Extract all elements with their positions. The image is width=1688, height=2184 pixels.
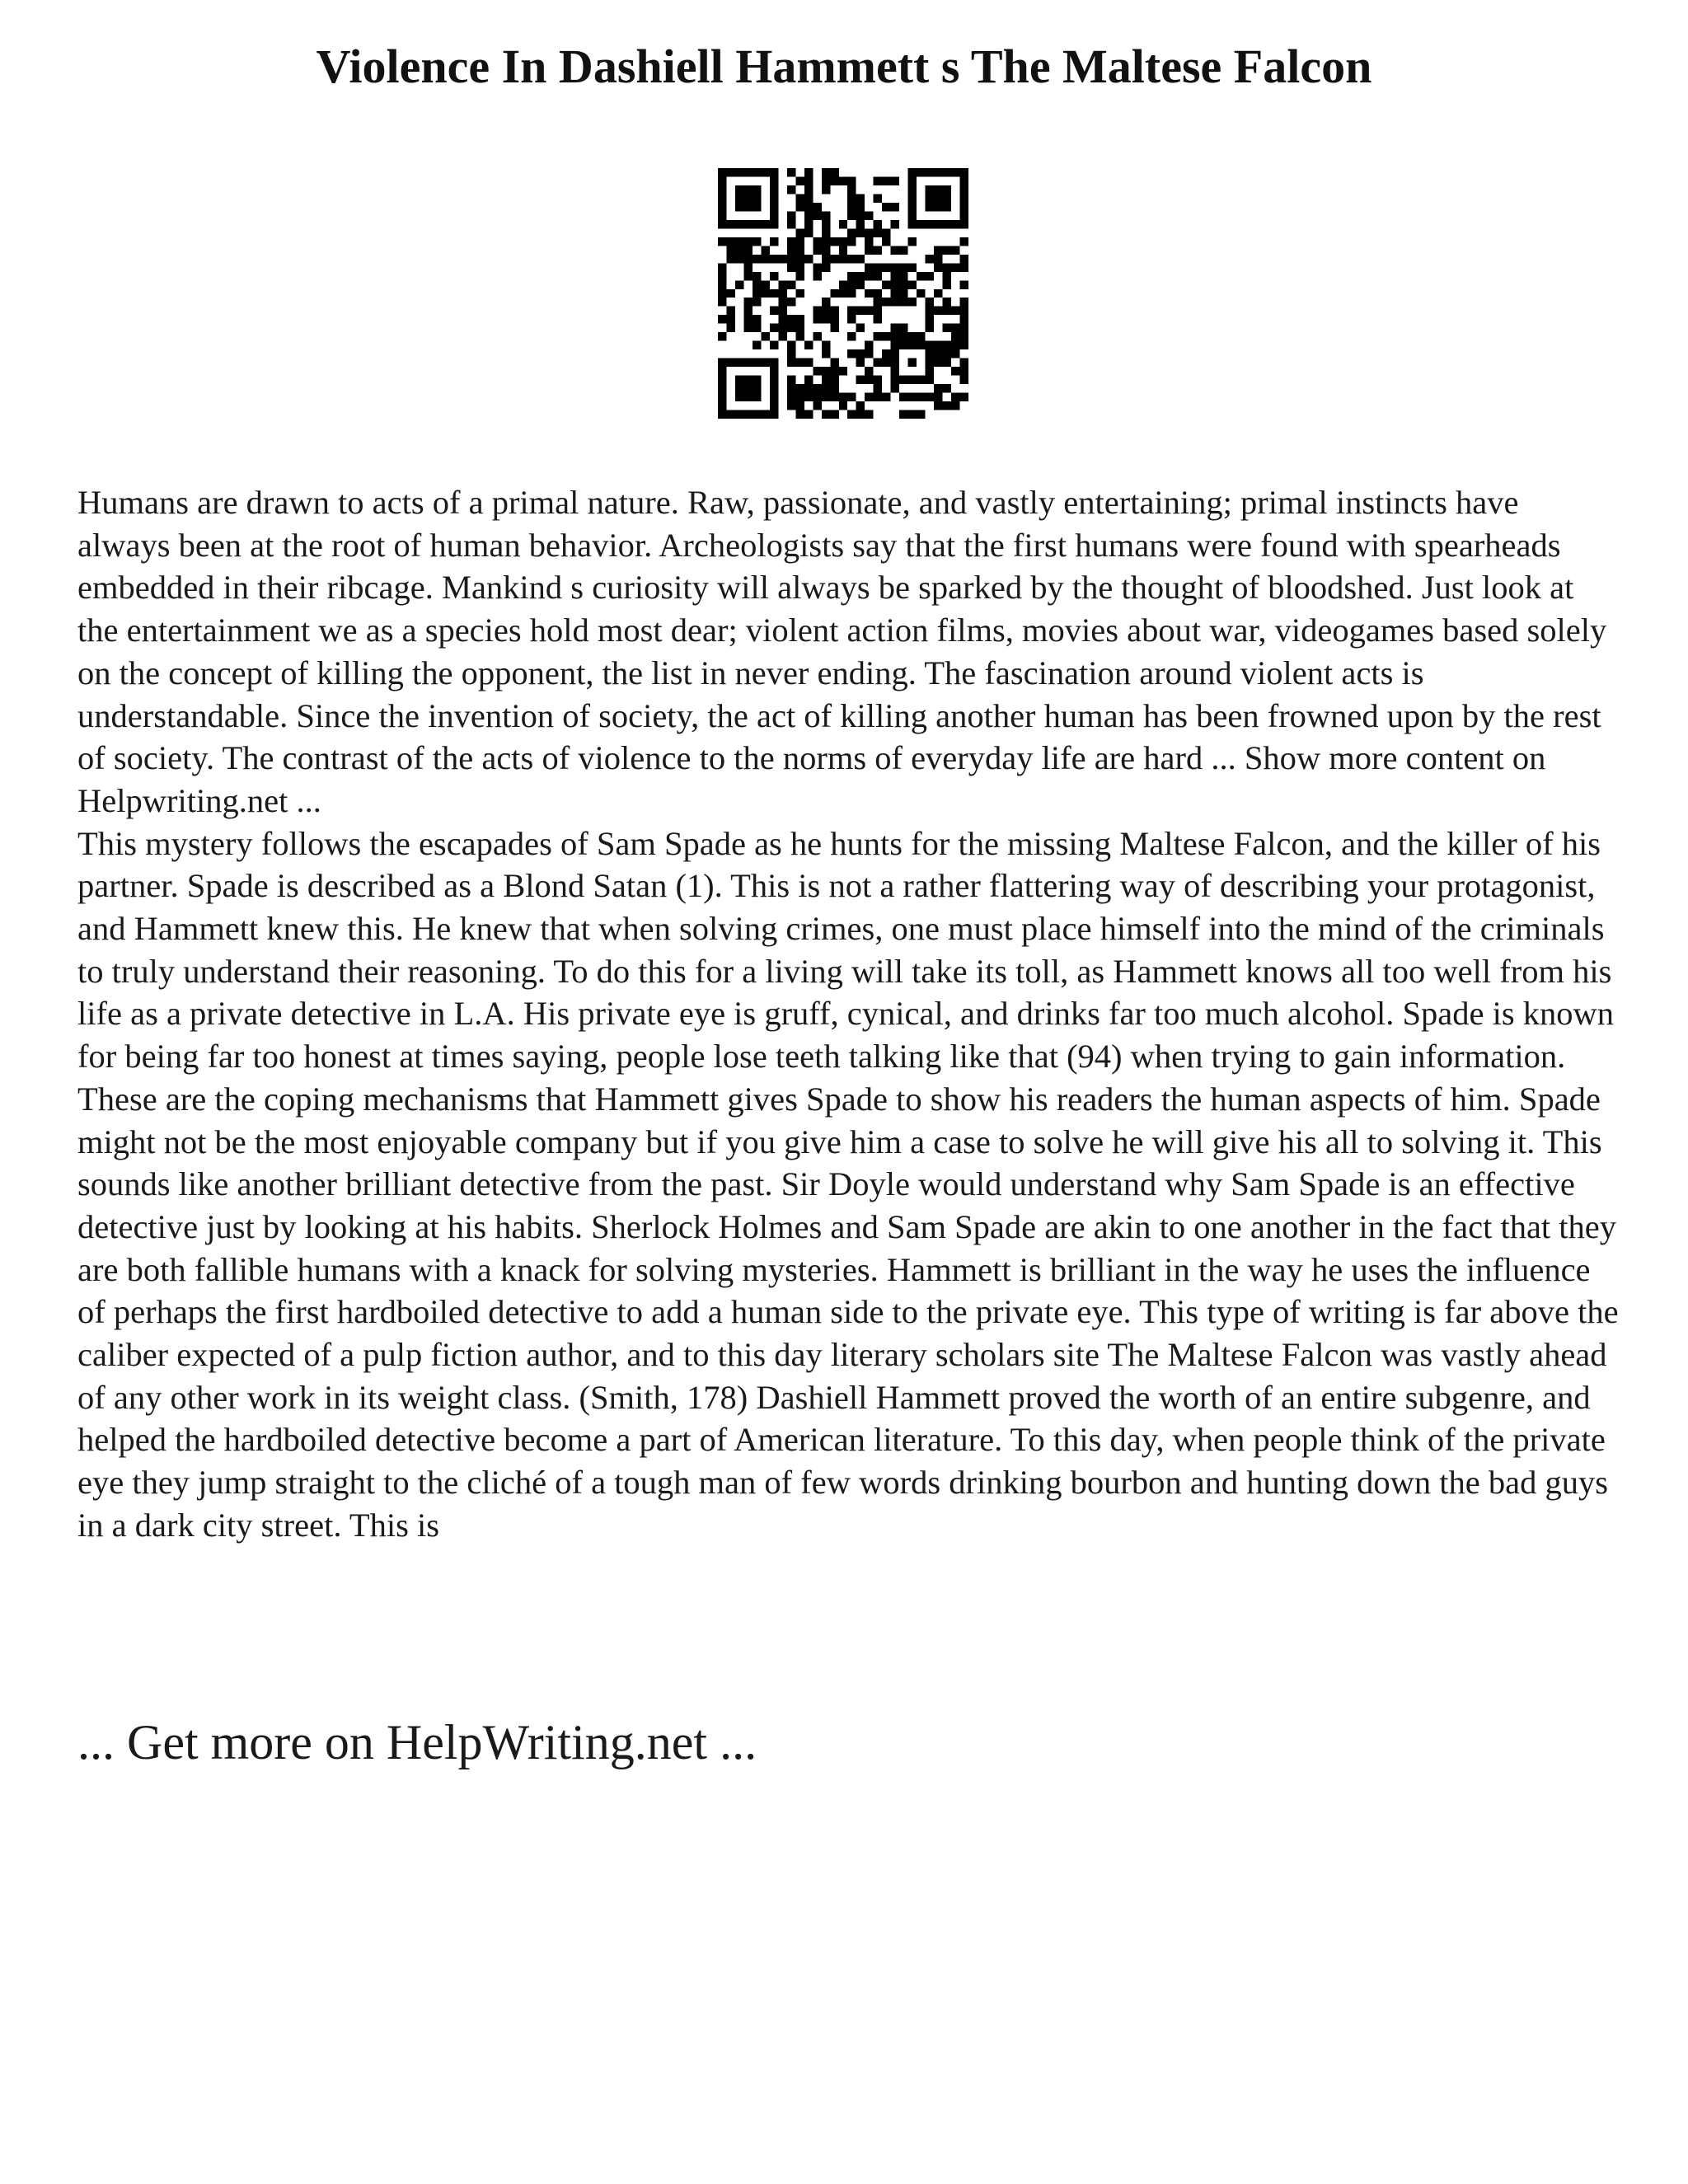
paragraph-2: This mystery follows the escapades of Sam Spade as he hunts for the missing Maltese Falcon, and the killer of his partner. Spade is described as a Blond Satan (1). This is not a rather flattering way of describing your protagonist, and Hammett knew this. He knew that when solving crimes, one must place himself into the mind of the criminals to truly understand their reasoning. To do this for a living will take its toll, as Hammett knows all too well from his life as a private detective in L.A. His private eye is gruff, cynical, and drinks far too much alcohol. Spade is known for being far too honest at times saying, people lose teeth talking like that (94) when trying to gain information. These are the coping mechanisms that Hammett gives Spade to show his readers the human aspects of him. Spade might not be the most enjoyable company but if you give him a case to solve he will give his all to solving it. This sounds like another brilliant detective from the past. Sir Doyle would understand why Sam Spade is an effective detective just by looking at his habits. Sherlock Holmes and Sam Spade are akin to one another in the fact that they are both fallible humans with a knack for solving mysteries. Hammett is brilliant in the way he uses the influence of perhaps the first hardboiled detective to add a human side to the private eye. This type of writing is far above the caliber expected of a pulp fiction author, and to this day literary scholars site The Maltese Falcon was vastly ahead of any other work in its weight class. (Smith, 178) Dashiell Hammett proved the worth of an entire subgenre, and helped the hardboiled detective become a part of American literature. To this day, when people think of the private eye they jump straight to the cliché of a tough man of few words drinking bourbon and hunting down the bad guys in a dark city street. This is bbox=[77, 824, 1619, 1544]
qr-code-icon[interactable] bbox=[718, 168, 968, 419]
document-title: Violence In Dashiell Hammett s The Maltese Falcon bbox=[316, 40, 1372, 93]
get-more-link[interactable]: ... Get more on HelpWriting.net ... bbox=[77, 1715, 757, 1769]
body-text bbox=[77, 481, 1619, 1547]
paragraph-1: Humans are drawn to acts of a primal nature. Raw, passionate, and vastly entertaining; primal instincts have always been at the root of human behavior. Archeologists say that the first humans were found with spearheads embedded in their ribcage. Mankind s curiosity will always be sparked by the thought of bloodshed. Just look at the entertainment we as a species hold most dear; violent action films, movies about war, videogames based solely on the concept of killing the opponent, the list in never ending. The fascination around violent acts is understandable. Since the invention of society, the act of killing another human has been frowned upon by the rest of society. The contrast of the acts of violence to the norms of everyday life are hard ... Show more content on Helpwriting.net ... bbox=[77, 484, 1607, 819]
